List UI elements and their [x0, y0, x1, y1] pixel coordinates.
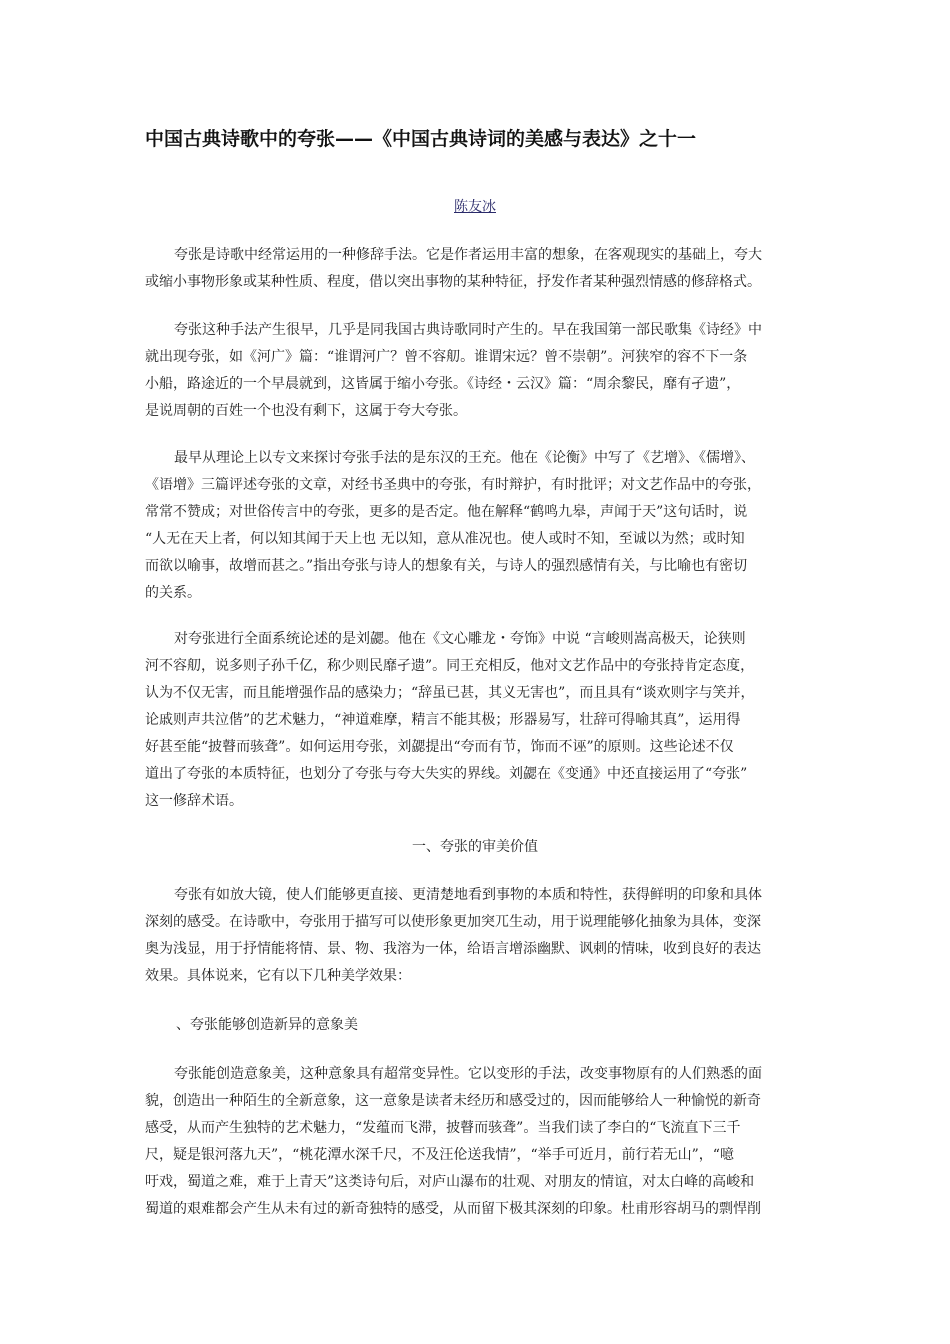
paragraph-3	[145, 445, 810, 607]
paragraph-line: 奥为浅显，用于抒情能将情、景、物、我溶为一体，给语言增添幽默、讽刺的情味，收到良好的表达	[145, 941, 761, 957]
paragraph-line: 感受，从而产生独特的艺术魅力，“发蕴而飞滞，披瞽而骇聋”。当我们读了李白的“飞流直下三千	[145, 1120, 741, 1136]
paragraph-line: “人无在天上者，何以知其闻于天上也 无以知，意从准况也。使人或时不知，至诚以为然；或时知	[145, 531, 745, 547]
paragraph-line: 夸张是诗歌中经常运用的一种修辞手法。它是作者运用丰富的想象，在客观现实的基础上，夸大	[174, 247, 762, 263]
paragraph-line: 深刻的感受。在诗歌中，夸张用于描写可以使形象更加突兀生动，用于说理能够化抽象为具体，变深	[145, 914, 761, 930]
section-heading: 一、夸张的审美价值	[412, 839, 538, 855]
paragraph-line: 河不容舠，说多则子孙千亿，称少则民靡孑遗”。同王充相反，他对文艺作品中的夸张持肯定态度，	[145, 658, 755, 674]
paragraph-line: 《语增》三篇评述夸张的文章，对经书圣典中的夸张，有时辩护，有时批评；对文艺作品中的夸张，	[145, 477, 761, 493]
paragraph-4	[145, 626, 810, 815]
paragraph-line: 好甚至能“披瞽而骇聋”。如何运用夸张，刘勰提出“夸而有节，饰而不诬”的原则。这些论述不仅	[145, 739, 734, 755]
paragraph-line: 夸张有如放大镜，使人们能够更直接、更清楚地看到事物的本质和特性，获得鲜明的印象和具体	[174, 887, 762, 903]
paragraph-line: 的关系。	[145, 585, 201, 601]
paragraph-line: 小船，路途近的一个早晨就到，这皆属于缩小夸张。《诗经・云汉》篇：“周余黎民，靡有孑遗”，	[145, 376, 741, 392]
paragraph-line: 最早从理论上以专文来探讨夸张手法的是东汉的王充。他在《论衡》中写了《艺增》、《儒增》、	[174, 450, 755, 466]
paragraph-2	[145, 317, 810, 425]
paragraph-line: 是说周朝的百姓一个也没有剩下，这属于夸大夸张。	[145, 403, 467, 419]
paragraph-line: 效果。具体说来，它有以下几种美学效果：	[145, 968, 411, 984]
paragraph-line: 尺，疑是银河落九天”，“桃花潭水深千尺，不及汪伦送我情”，“举手可近月，前行若无山”，“噫	[145, 1147, 734, 1163]
paragraph-line: 蜀道的艰难都会产生从未有过的新奇独特的感受，从而留下极其深刻的印象。杜甫形容胡马的剽悍削	[145, 1201, 761, 1217]
paragraph-line: 对夸张进行全面系统论述的是刘勰。他在《文心雕龙・夸饰》中说 “言峻则嵩高极天，论狭则	[174, 631, 746, 647]
paragraph-line: 认为不仅无害，而且能增强作品的感染力；“辞虽已甚，其义无害也”，而且具有“谈欢则字与笑并，	[145, 685, 755, 701]
subsection-heading: 、夸张能够创造新异的意象美	[176, 1017, 358, 1033]
paragraph-line: 夸张这种手法产生很早，几乎是同我国古典诗歌同时产生的。早在我国第一部民歌集《诗经》中	[174, 322, 762, 338]
paragraph-line: 貌，创造出一种陌生的全新意象，这一意象是读者未经历和感受过的，因而能够给人一种愉悦的新奇	[145, 1093, 761, 1109]
paragraph-6	[145, 1061, 810, 1223]
paragraph-line: 或缩小事物形象或某种性质、程度，借以突出事物的某种特征，抒发作者某种强烈情感的修辞格式。	[145, 274, 761, 290]
paragraph-5	[145, 882, 810, 990]
paragraph-line: 论戚则声共泣偕”的艺术魅力，“神道难摩，精言不能其极；形器易写，壮辞可得喻其真”，运用得	[145, 712, 741, 728]
paragraph-1	[145, 242, 810, 296]
paragraph-line: 就出现夸张，如《河广》篇：“谁谓河广？曾不容舠。谁谓宋远？曾不崇朝”。河狭窄的容不下一条	[145, 349, 748, 365]
paragraph-line: 夸张能创造意象美，这种意象具有超常变异性。它以变形的手法，改变事物原有的人们熟悉的面	[174, 1066, 762, 1082]
author-link[interactable]: 陈友冰	[454, 199, 496, 215]
paragraph-line: 而欲以喻事，故增而甚之。”指出夸张与诗人的想象有关，与诗人的强烈感情有关，与比喻也有密切	[145, 558, 748, 574]
paragraph-line: 道出了夸张的本质特征，也划分了夸张与夸大失实的界线。刘勰在《变通》中还直接运用了“夸张”	[145, 766, 748, 782]
paragraph-line: 这一修辞术语。	[145, 793, 243, 809]
paragraph-line: 吁戏，蜀道之难，难于上青天”这类诗句后，对庐山瀑布的壮观、对朋友的情谊，对太白峰的高峻和	[145, 1174, 755, 1190]
paragraph-line: 常常不赞成；对世俗传言中的夸张，更多的是否定。他在解释“鹤鸣九皋，声闻于天”这句话时，说	[145, 504, 748, 520]
document-title: 中国古典诗歌中的夸张——《中国古典诗词的美感与表达》之十一	[145, 128, 697, 150]
